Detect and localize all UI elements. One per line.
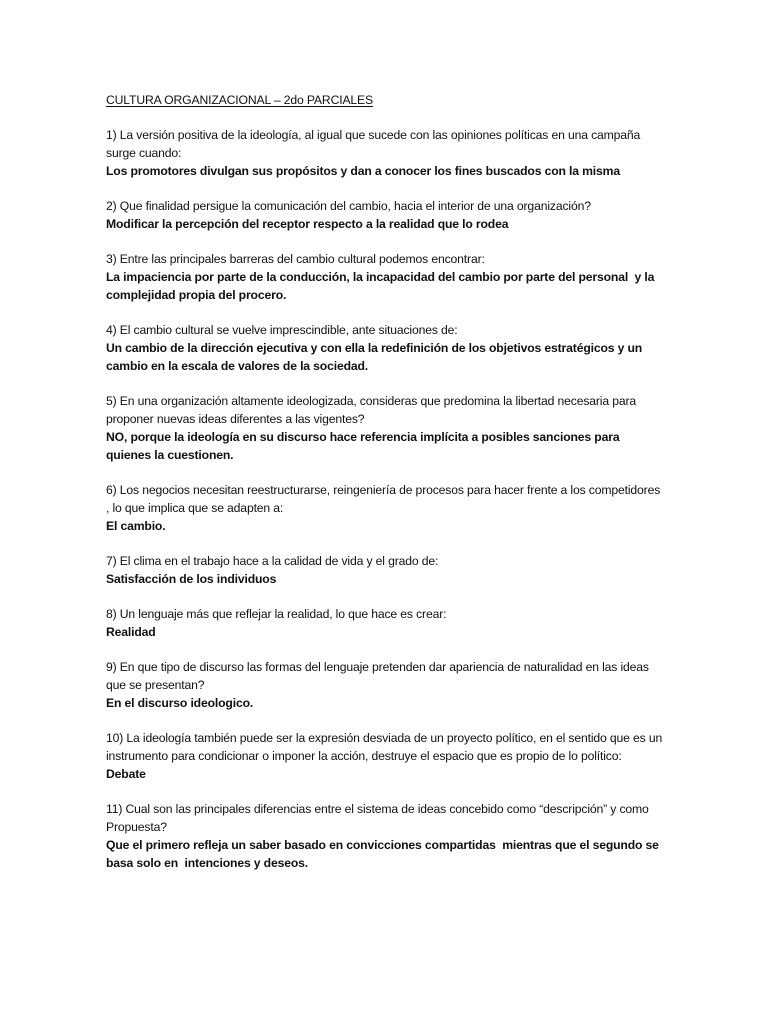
qa-item-10 (106, 729, 666, 783)
question-11: 11) Cual son las principales diferencias entre el sistema de ideas concebido como “descripción” y como Propuesta? (106, 802, 652, 834)
answer-1: Los promotores divulgan sus propósitos y dan a conocer los fines buscados con la misma (106, 164, 620, 178)
question-4: 4) El cambio cultural se vuelve imprescindible, ante situaciones de: (106, 323, 458, 337)
answer-5: NO, porque la ideología en su discurso hace referencia implícita a posibles sanciones para quienes la cuestionen. (106, 430, 623, 462)
qa-item-7 (106, 552, 666, 588)
question-1: 1) La versión positiva de la ideología, al igual que sucede con las opiniones políticas en una campaña surge cuando: (106, 128, 644, 160)
qa-item-5 (106, 392, 666, 464)
qa-item-9 (106, 658, 666, 712)
answer-9: En el discurso ideologico. (106, 696, 254, 710)
qa-item-8 (106, 605, 666, 641)
answer-6: El cambio. (106, 519, 166, 533)
question-2: 2) Que finalidad persigue la comunicación del cambio, hacia el interior de una organización? (106, 199, 591, 213)
qa-item-4 (106, 321, 666, 375)
qa-item-2 (106, 197, 666, 233)
answer-7: Satisfacción de los individuos (106, 572, 277, 586)
qa-item-6 (106, 481, 666, 535)
question-6: 6) Los negocios necesitan reestructurarse, reingeniería de procesos para hacer frente a los competidores , lo que implica que se adapten a: (106, 483, 664, 515)
answer-2: Modificar la percepción del receptor respecto a la realidad que lo rodea (106, 217, 509, 231)
answer-11: Que el primero refleja un saber basado en convicciones compartidas mientras que el segundo se basa solo en intenciones y deseos. (106, 838, 663, 870)
answer-10: Debate (106, 767, 146, 781)
document-body (106, 91, 666, 889)
question-3: 3) Entre las principales barreras del cambio cultural podemos encontrar: (106, 252, 485, 266)
qa-item-3 (106, 250, 666, 304)
answer-4: Un cambio de la dirección ejecutiva y con ella la redefinición de los objetivos estratégicos y un cambio en la escala de valores de la sociedad. (106, 341, 646, 373)
question-9: 9) En que tipo de discurso las formas del lenguaje pretenden dar apariencia de naturalidad en las ideas que se presentan? (106, 660, 653, 692)
question-5: 5) En una organización altamente ideologizada, consideras que predomina la libertad necesaria para proponer nuevas ideas diferentes a las vigentes? (106, 394, 640, 426)
question-8: 8) Un lenguaje más que reflejar la realidad, lo que hace es crear: (106, 607, 447, 621)
qa-item-11 (106, 800, 666, 872)
document-title: CULTURA ORGANIZACIONAL – 2do PARCIALES (106, 93, 374, 107)
question-10: 10) La ideología también puede ser la expresión desviada de un proyecto político, en el sentido que es un instrumento para condicionar o imponer la acción, destruye el espacio que es propio de lo político: (106, 731, 666, 763)
qa-item-1 (106, 126, 666, 180)
question-7: 7) El clima en el trabajo hace a la calidad de vida y el grado de: (106, 554, 439, 568)
answer-8: Realidad (106, 625, 156, 639)
answer-3: La impaciencia por parte de la conducción, la incapacidad del cambio por parte del personal y la complejidad propia del procero. (106, 270, 658, 302)
